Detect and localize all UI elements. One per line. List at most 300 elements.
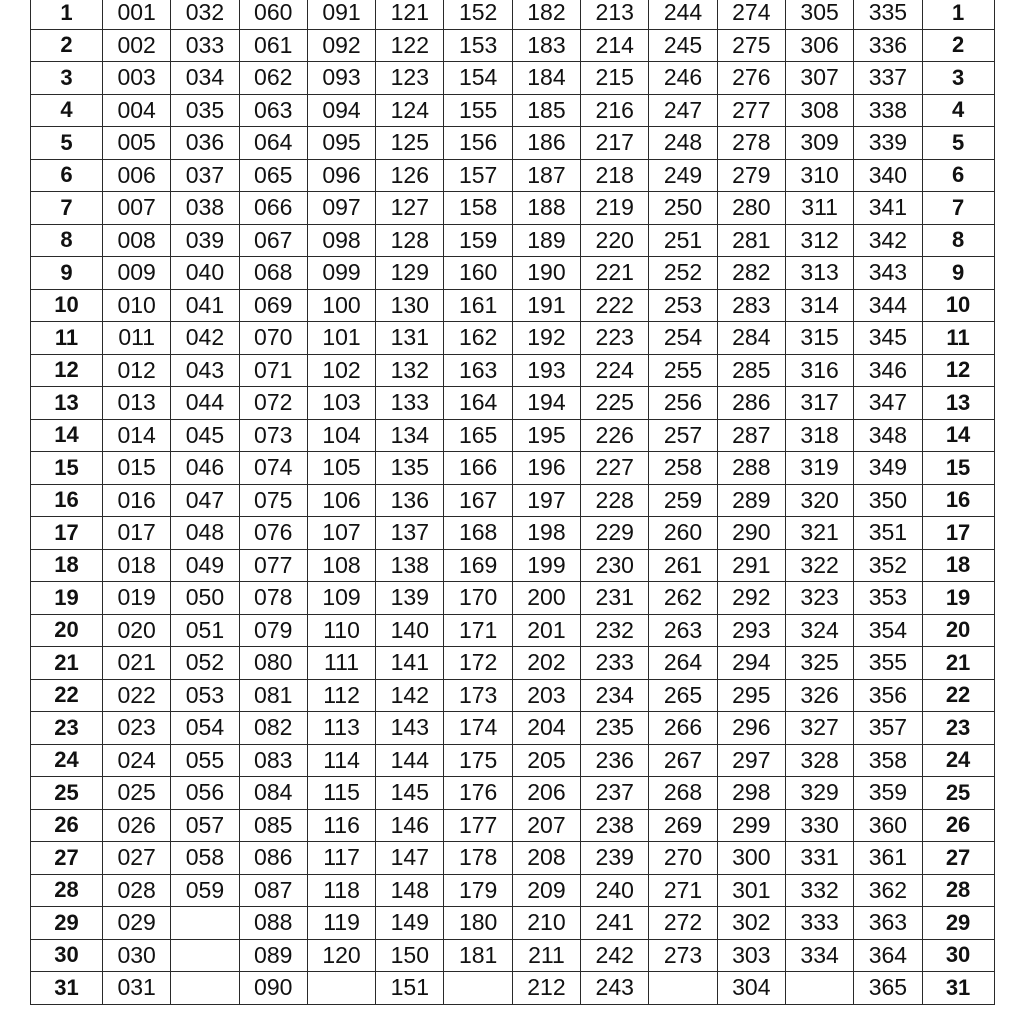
julian-day-cell: 210 [512,907,580,940]
table-row [31,94,995,127]
julian-day-cell: 237 [581,777,649,810]
julian-day-cell: 247 [649,94,717,127]
julian-day-cell: 326 [785,679,853,712]
julian-day-cell: 152 [444,0,512,29]
julian-day-cell: 291 [717,549,785,582]
day-number-right: 15 [922,452,994,485]
julian-day-cell: 157 [444,159,512,192]
julian-day-cell: 154 [444,62,512,95]
julian-day-cell: 083 [239,744,307,777]
julian-day-cell: 273 [649,939,717,972]
day-number-left: 28 [31,874,103,907]
julian-day-cell: 209 [512,874,580,907]
julian-day-cell: 307 [785,62,853,95]
julian-day-cell: 265 [649,679,717,712]
julian-day-cell: 107 [307,517,375,550]
julian-day-cell: 324 [785,614,853,647]
julian-day-cell: 357 [854,712,922,745]
day-number-left: 1 [31,0,103,29]
julian-day-cell: 353 [854,582,922,615]
julian-day-cell: 305 [785,0,853,29]
day-number-left: 30 [31,939,103,972]
day-number-right: 19 [922,582,994,615]
julian-day-cell: 304 [717,972,785,1005]
julian-day-cell: 194 [512,387,580,420]
julian-day-cell: 165 [444,419,512,452]
julian-day-cell: 322 [785,549,853,582]
day-number-left: 23 [31,712,103,745]
julian-day-cell: 084 [239,777,307,810]
julian-day-cell: 262 [649,582,717,615]
table-row [31,809,995,842]
julian-day-cell: 365 [854,972,922,1005]
julian-day-cell: 159 [444,224,512,257]
table-row [31,907,995,940]
julian-day-cell: 081 [239,679,307,712]
julian-day-cell: 111 [307,647,375,680]
julian-day-cell: 220 [581,224,649,257]
julian-day-cell: 354 [854,614,922,647]
julian-day-cell: 289 [717,484,785,517]
julian-day-cell: 283 [717,289,785,322]
julian-day-cell: 147 [376,842,444,875]
julian-day-cell: 271 [649,874,717,907]
julian-day-cell: 188 [512,192,580,225]
julian-day-cell: 252 [649,257,717,290]
julian-day-cell: 070 [239,322,307,355]
day-number-left: 11 [31,322,103,355]
julian-day-cell: 258 [649,452,717,485]
day-number-left: 29 [31,907,103,940]
julian-day-cell: 140 [376,614,444,647]
julian-day-cell: 051 [171,614,239,647]
julian-day-cell: 318 [785,419,853,452]
julian-day-cell: 134 [376,419,444,452]
julian-day-cell: 072 [239,387,307,420]
julian-day-cell: 166 [444,452,512,485]
julian-day-cell: 229 [581,517,649,550]
julian-day-cell: 121 [376,0,444,29]
julian-day-cell: 017 [103,517,171,550]
julian-day-cell [444,972,512,1005]
julian-day-cell: 052 [171,647,239,680]
julian-day-cell [649,972,717,1005]
julian-day-cell: 078 [239,582,307,615]
julian-day-cell: 120 [307,939,375,972]
julian-day-cell: 308 [785,94,853,127]
day-number-right: 28 [922,874,994,907]
julian-day-cell: 018 [103,549,171,582]
julian-day-cell: 088 [239,907,307,940]
julian-day-cell: 351 [854,517,922,550]
julian-day-cell: 090 [239,972,307,1005]
day-number-left: 19 [31,582,103,615]
julian-day-cell: 068 [239,257,307,290]
julian-day-cell: 241 [581,907,649,940]
julian-day-cell: 127 [376,192,444,225]
julian-day-cell: 191 [512,289,580,322]
day-number-left: 15 [31,452,103,485]
julian-day-cell: 317 [785,387,853,420]
julian-day-cell: 185 [512,94,580,127]
table-row [31,679,995,712]
julian-day-cell: 042 [171,322,239,355]
julian-day-cell: 141 [376,647,444,680]
julian-day-cell: 261 [649,549,717,582]
julian-day-cell: 145 [376,777,444,810]
day-number-right: 31 [922,972,994,1005]
julian-day-cell: 025 [103,777,171,810]
julian-day-cell: 011 [103,322,171,355]
julian-day-cell: 250 [649,192,717,225]
julian-day-cell: 123 [376,62,444,95]
julian-day-cell: 008 [103,224,171,257]
julian-day-cell: 130 [376,289,444,322]
julian-day-cell: 206 [512,777,580,810]
day-number-right: 2 [922,29,994,62]
julian-day-cell: 097 [307,192,375,225]
julian-day-cell: 231 [581,582,649,615]
julian-day-cell: 071 [239,354,307,387]
julian-day-cell: 329 [785,777,853,810]
julian-day-cell: 091 [307,0,375,29]
day-number-right: 17 [922,517,994,550]
day-number-left: 16 [31,484,103,517]
julian-day-cell: 143 [376,712,444,745]
julian-day-cell: 102 [307,354,375,387]
julian-day-cell: 275 [717,29,785,62]
julian-day-cell: 126 [376,159,444,192]
julian-day-cell: 360 [854,809,922,842]
julian-day-cell: 077 [239,549,307,582]
julian-day-cell: 142 [376,679,444,712]
julian-day-cell: 197 [512,484,580,517]
julian-day-cell: 101 [307,322,375,355]
day-number-left: 18 [31,549,103,582]
day-number-right: 21 [922,647,994,680]
julian-day-cell: 190 [512,257,580,290]
day-number-right: 18 [922,549,994,582]
julian-day-cell: 249 [649,159,717,192]
table-row [31,874,995,907]
day-number-right: 1 [922,0,994,29]
julian-day-cell: 224 [581,354,649,387]
table-row [31,517,995,550]
day-number-left: 4 [31,94,103,127]
julian-day-cell: 309 [785,127,853,160]
julian-day-cell: 215 [581,62,649,95]
julian-day-cell: 202 [512,647,580,680]
day-number-right: 26 [922,809,994,842]
julian-day-cell: 294 [717,647,785,680]
julian-day-cell: 138 [376,549,444,582]
julian-day-cell: 246 [649,62,717,95]
julian-day-cell: 096 [307,159,375,192]
julian-day-cell: 099 [307,257,375,290]
julian-day-cell: 066 [239,192,307,225]
day-number-right: 27 [922,842,994,875]
table-row [31,549,995,582]
julian-day-cell: 226 [581,419,649,452]
julian-day-cell: 312 [785,224,853,257]
julian-day-cell: 339 [854,127,922,160]
julian-day-cell: 057 [171,809,239,842]
julian-day-cell: 098 [307,224,375,257]
julian-day-cell: 286 [717,387,785,420]
julian-day-cell: 213 [581,0,649,29]
julian-day-cell: 350 [854,484,922,517]
julian-day-cell: 168 [444,517,512,550]
julian-day-cell: 026 [103,809,171,842]
julian-day-cell: 155 [444,94,512,127]
julian-day-cell: 004 [103,94,171,127]
julian-day-cell: 181 [444,939,512,972]
julian-day-cell: 074 [239,452,307,485]
julian-day-cell: 150 [376,939,444,972]
julian-day-cell: 144 [376,744,444,777]
julian-day-cell: 080 [239,647,307,680]
julian-day-cell: 199 [512,549,580,582]
julian-day-cell: 176 [444,777,512,810]
julian-day-cell: 192 [512,322,580,355]
table-row [31,322,995,355]
julian-day-cell: 035 [171,94,239,127]
julian-day-cell: 039 [171,224,239,257]
julian-day-cell: 332 [785,874,853,907]
julian-day-cell: 348 [854,419,922,452]
julian-day-cell: 076 [239,517,307,550]
julian-day-cell: 027 [103,842,171,875]
julian-day-cell [307,972,375,1005]
julian-day-cell: 269 [649,809,717,842]
julian-day-cell: 227 [581,452,649,485]
julian-day-cell: 361 [854,842,922,875]
julian-day-cell: 122 [376,29,444,62]
julian-day-cell: 010 [103,289,171,322]
julian-day-cell: 356 [854,679,922,712]
julian-day-cell: 236 [581,744,649,777]
julian-day-cell: 330 [785,809,853,842]
julian-day-cell: 182 [512,0,580,29]
table-row [31,614,995,647]
julian-day-cell: 279 [717,159,785,192]
julian-day-cell: 173 [444,679,512,712]
julian-day-cell: 280 [717,192,785,225]
day-number-left: 26 [31,809,103,842]
julian-day-cell: 323 [785,582,853,615]
julian-day-cell: 075 [239,484,307,517]
table-row [31,257,995,290]
julian-day-cell: 085 [239,809,307,842]
julian-day-cell: 049 [171,549,239,582]
julian-day-cell: 189 [512,224,580,257]
table-row [31,582,995,615]
table-row [31,842,995,875]
julian-day-cell: 293 [717,614,785,647]
julian-day-cell: 062 [239,62,307,95]
julian-day-cell: 029 [103,907,171,940]
julian-day-cell: 149 [376,907,444,940]
julian-day-cell: 248 [649,127,717,160]
julian-day-cell: 023 [103,712,171,745]
julian-day-cell: 315 [785,322,853,355]
julian-day-cell: 079 [239,614,307,647]
julian-day-cell: 055 [171,744,239,777]
julian-day-cell: 112 [307,679,375,712]
julian-day-cell: 063 [239,94,307,127]
julian-day-cell: 001 [103,0,171,29]
julian-day-cell: 082 [239,712,307,745]
julian-day-cell: 211 [512,939,580,972]
table-row [31,419,995,452]
julian-day-cell: 340 [854,159,922,192]
julian-day-cell: 050 [171,582,239,615]
julian-day-cell: 270 [649,842,717,875]
julian-day-cell: 058 [171,842,239,875]
julian-day-cell: 345 [854,322,922,355]
julian-day-cell: 316 [785,354,853,387]
julian-day-cell: 148 [376,874,444,907]
julian-day-cell: 053 [171,679,239,712]
julian-day-cell: 296 [717,712,785,745]
day-number-right: 16 [922,484,994,517]
julian-day-cell: 186 [512,127,580,160]
julian-day-cell: 245 [649,29,717,62]
julian-day-cell: 037 [171,159,239,192]
julian-day-cell: 170 [444,582,512,615]
julian-day-cell: 184 [512,62,580,95]
julian-day-cell: 110 [307,614,375,647]
julian-day-cell: 319 [785,452,853,485]
julian-day-cell: 038 [171,192,239,225]
julian-day-cell: 114 [307,744,375,777]
julian-day-cell: 041 [171,289,239,322]
julian-day-cell: 338 [854,94,922,127]
julian-day-cell: 005 [103,127,171,160]
day-number-right: 10 [922,289,994,322]
julian-day-cell: 234 [581,679,649,712]
julian-day-cell: 359 [854,777,922,810]
julian-day-cell: 003 [103,62,171,95]
julian-day-cell: 106 [307,484,375,517]
julian-day-cell: 337 [854,62,922,95]
day-number-right: 23 [922,712,994,745]
julian-day-cell: 276 [717,62,785,95]
julian-day-cell: 136 [376,484,444,517]
julian-day-cell: 235 [581,712,649,745]
table-row [31,484,995,517]
julian-day-cell: 320 [785,484,853,517]
day-number-right: 6 [922,159,994,192]
julian-day-cell: 158 [444,192,512,225]
julian-day-cell: 133 [376,387,444,420]
julian-day-cell: 300 [717,842,785,875]
julian-day-cell: 297 [717,744,785,777]
julian-day-cell [171,939,239,972]
julian-day-cell: 334 [785,939,853,972]
julian-day-cell: 104 [307,419,375,452]
julian-day-cell: 177 [444,809,512,842]
julian-day-cell: 019 [103,582,171,615]
julian-day-cell: 221 [581,257,649,290]
table-row [31,744,995,777]
julian-day-cell: 301 [717,874,785,907]
julian-day-cell: 033 [171,29,239,62]
julian-day-cell: 342 [854,224,922,257]
julian-day-cell: 028 [103,874,171,907]
table-row [31,647,995,680]
table-row [31,0,995,29]
julian-day-cell: 089 [239,939,307,972]
day-number-left: 14 [31,419,103,452]
julian-day-cell: 346 [854,354,922,387]
julian-day-cell: 336 [854,29,922,62]
julian-day-cell [171,907,239,940]
julian-day-cell: 331 [785,842,853,875]
julian-day-cell: 299 [717,809,785,842]
julian-day-cell: 175 [444,744,512,777]
day-number-left: 25 [31,777,103,810]
julian-day-cell: 208 [512,842,580,875]
julian-day-cell: 183 [512,29,580,62]
day-number-right: 24 [922,744,994,777]
julian-day-cell: 036 [171,127,239,160]
day-number-left: 2 [31,29,103,62]
table-row [31,712,995,745]
julian-day-cell: 295 [717,679,785,712]
julian-day-cell: 285 [717,354,785,387]
julian-day-cell: 117 [307,842,375,875]
julian-day-cell: 216 [581,94,649,127]
julian-day-cell: 095 [307,127,375,160]
julian-day-cell: 214 [581,29,649,62]
day-number-right: 13 [922,387,994,420]
julian-day-cell: 363 [854,907,922,940]
julian-day-cell: 115 [307,777,375,810]
day-number-left: 21 [31,647,103,680]
julian-day-cell: 244 [649,0,717,29]
julian-day-cell: 137 [376,517,444,550]
day-number-left: 12 [31,354,103,387]
julian-day-cell: 257 [649,419,717,452]
julian-day-cell: 093 [307,62,375,95]
julian-day-cell: 352 [854,549,922,582]
julian-day-cell: 153 [444,29,512,62]
julian-day-cell: 306 [785,29,853,62]
julian-day-cell: 222 [581,289,649,322]
julian-day-cell: 180 [444,907,512,940]
julian-day-cell: 239 [581,842,649,875]
julian-day-cell: 277 [717,94,785,127]
julian-day-cell: 040 [171,257,239,290]
julian-day-cell: 156 [444,127,512,160]
julian-day-cell: 022 [103,679,171,712]
julian-day-cell: 207 [512,809,580,842]
julian-day-cell: 310 [785,159,853,192]
julian-day-cell: 233 [581,647,649,680]
julian-day-cell: 232 [581,614,649,647]
julian-day-cell: 009 [103,257,171,290]
julian-day-cell: 302 [717,907,785,940]
julian-day-cell: 201 [512,614,580,647]
julian-day-cell: 160 [444,257,512,290]
julian-day-cell: 044 [171,387,239,420]
julian-day-cell: 024 [103,744,171,777]
julian-day-cell: 251 [649,224,717,257]
julian-day-cell: 314 [785,289,853,322]
julian-day-cell: 171 [444,614,512,647]
julian-day-cell: 187 [512,159,580,192]
